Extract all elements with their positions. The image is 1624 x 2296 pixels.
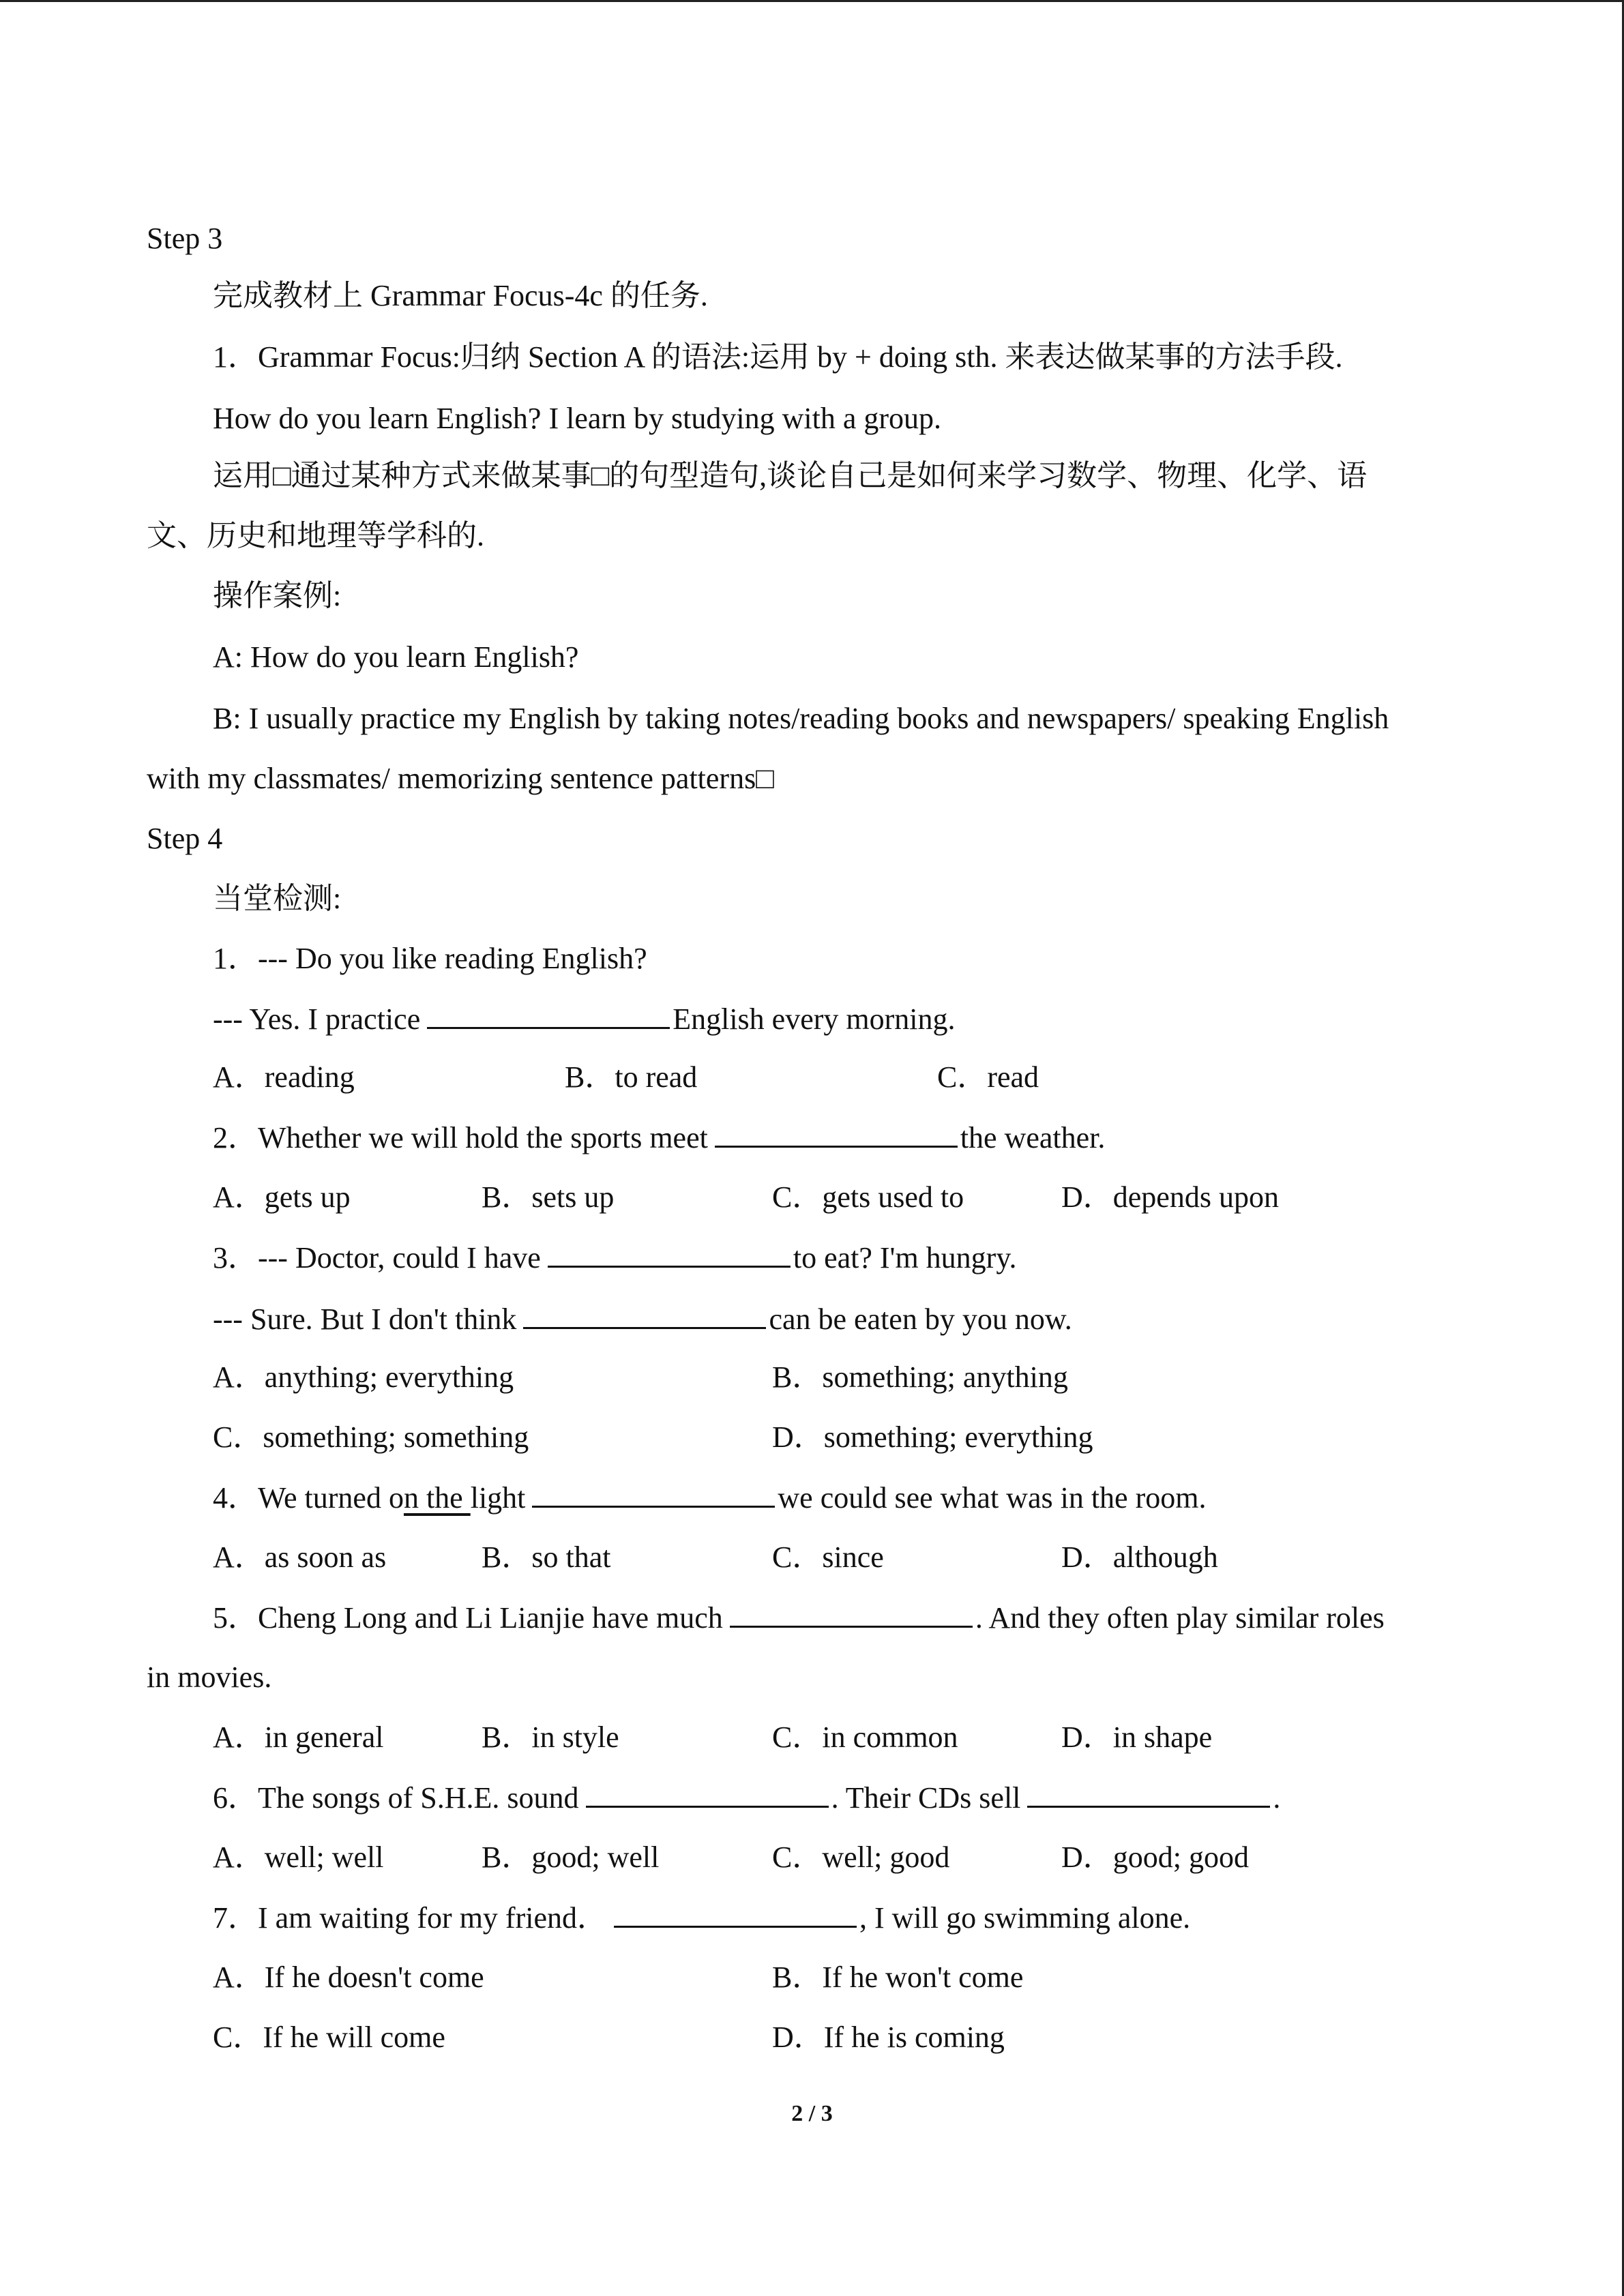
q4-option-c: C．since [772,1540,884,1574]
case-label: 操作案例: [213,579,342,612]
q6-stem-c: . [1273,1781,1281,1815]
q7-option-c: C．If he will come [213,2021,445,2054]
q4-stem-pre: 4．We turned o [213,1481,404,1515]
q3-answer-blank-1 [548,1238,791,1268]
q3-option-b: B．something; anything [772,1360,1068,1394]
q1-stem-2 [213,1000,955,1039]
q7-option-d: D．If he is coming [772,2021,1005,2054]
q3-answer-blank-2 [523,1300,766,1329]
step3-task: 完成教材上 Grammar Focus-4c 的任务. [213,279,708,312]
q3-stem-1 [213,1238,1016,1277]
q2-stem-a: 2．Whether we will hold the sports meet [213,1121,708,1154]
dialog-b-line-2: with my classmates/ memorizing sentence patterns□ [147,762,774,795]
q2-stem-b: the weather. [960,1121,1106,1154]
q4-stem-b: we could see what was in the room. [778,1481,1207,1515]
q4-option-b: B．so that [482,1540,611,1574]
grammar-example: How do you learn English? I learn by studying with a group. [213,402,942,435]
q4-stem [213,1478,1206,1517]
q6-stem-a: 6．The songs of S.H.E. sound [213,1781,579,1815]
q5-stem-b: . And they often play similar roles [975,1601,1385,1635]
q3-stem-1-a: 3．--- Doctor, could I have [213,1241,541,1274]
q1-answer-blank [427,1000,670,1029]
q2-option-a: A．gets up [213,1180,351,1214]
q5-option-a: A．in general [213,1720,384,1754]
q2-option-b: B．sets up [482,1180,615,1214]
q5-stem-2: in movies. [147,1660,272,1694]
step3-title: Step 3 [147,222,223,255]
q4-option-d: D．although [1061,1540,1218,1574]
q5-option-c: C．in common [772,1720,958,1754]
q3-option-d: D．something; everything [772,1420,1093,1454]
q5-option-b: B．in style [482,1720,619,1754]
q7-stem-a: 7．I am waiting for my friend． [213,1901,607,1935]
q1-stem-2-b: English every morning. [673,1002,956,1036]
q4-option-a: A．as soon as [213,1540,387,1574]
q3-option-c: C．something; something [213,1420,529,1454]
step4-label: 当堂检测: [213,882,342,915]
step4-title: Step 4 [147,822,223,855]
q7-option-a: A．If he doesn't come [213,1960,484,1994]
grammar-focus: 1．Grammar Focus:归纳 Section A 的语法:运用 by + doing sth. 来表达做某事的方法手段. [213,340,1343,374]
q4-stem-underlined: n the [403,1481,471,1515]
q2-answer-blank [715,1118,958,1148]
q7-stem-b: , I will go swimming alone. [859,1901,1191,1935]
q7-option-b: B．If he won't come [772,1960,1024,1994]
q2-option-d: D．depends upon [1061,1180,1279,1214]
q6-option-d: D．good; good [1061,1840,1249,1874]
q3-option-a: A．anything; everything [213,1360,514,1394]
q6-answer-blank-1 [586,1778,829,1808]
q6-answer-blank-2 [1027,1778,1270,1808]
instruction-line-1: 运用□通过某种方式来做某事□的句型造句,谈论自己是如何来学习数学、物理、化学、语 [213,459,1368,492]
q1-stem-2-a: --- Yes. I practice [213,1002,421,1036]
q4-answer-blank [532,1478,775,1508]
q2-stem [213,1118,1105,1157]
q3-stem-1-b: to eat? I'm hungry. [793,1241,1017,1274]
q1-option-a: A．reading [213,1060,355,1094]
q5-stem-a: 5．Cheng Long and Li Lianjie have much [213,1601,723,1635]
top-border [0,0,1624,2]
q2-option-c: C．gets used to [772,1180,964,1214]
page-number: 2 / 3 [791,2101,833,2126]
q1-option-b: B．to read [565,1060,698,1094]
q1-stem-1: 1．--- Do you like reading English? [213,942,647,975]
q3-stem-2 [213,1300,1072,1339]
q6-option-c: C．well; good [772,1840,950,1874]
q3-stem-2-b: can be eaten by you now. [769,1302,1072,1336]
q7-stem [213,1898,1190,1937]
dialog-b-line-1: B: I usually practice my English by taking notes/reading books and newspapers/ speaking English [213,702,1389,735]
instruction-line-2: 文、历史和地理等学科的. [147,519,484,552]
q5-option-d: D．in shape [1061,1720,1213,1754]
q5-answer-blank [730,1598,973,1628]
q6-option-a: A．well; well [213,1840,384,1874]
q1-option-c: C．read [937,1060,1039,1094]
q3-stem-2-a: --- Sure. But I don't think [213,1302,517,1336]
dialog-a: A: How do you learn English? [213,640,579,674]
q7-answer-blank [614,1898,857,1928]
q6-option-b: B．good; well [482,1840,660,1874]
q5-stem [213,1598,1385,1637]
q6-stem [213,1778,1280,1817]
q4-stem-post: light [470,1481,526,1515]
q6-stem-b: . Their CDs sell [831,1781,1021,1815]
